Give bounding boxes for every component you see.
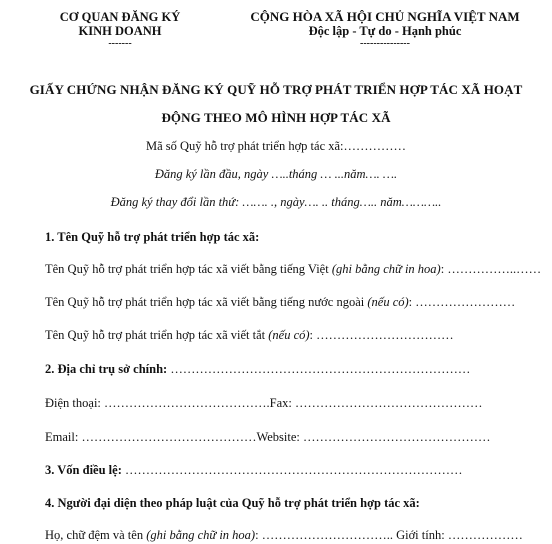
nation-title: CỘNG HÒA XÃ HỘI CHỦ NGHĨA VIỆT NAM bbox=[250, 9, 520, 24]
first-registration-line: Đăng ký lần đầu, ngày …..tháng … ...năm…. …. bbox=[154, 167, 398, 181]
representative-name-label: Họ, chữ đệm và tên bbox=[45, 528, 147, 542]
agency-name-line2: KINH DOANH bbox=[78, 24, 162, 38]
short-name-label: Tên Quỹ hỗ trợ phát triển hợp tác xã viết tắt bbox=[45, 328, 269, 342]
section3-dots: ……………………………………………………………………… bbox=[121, 463, 463, 477]
short-name-line bbox=[45, 328, 454, 343]
change-registration-line: Đăng ký thay đổi lần thứ: ……. ., ngày…. .. tháng….. năm……….. bbox=[110, 195, 442, 209]
vietnamese-name-dots: : ……………..…… bbox=[440, 262, 542, 276]
vietnamese-name-note: (ghi bằng chữ in hoa) bbox=[331, 262, 441, 276]
foreign-name-line bbox=[45, 295, 515, 310]
section4-heading: 4. Người đại diện theo pháp luật của Quỹ hỗ trợ phát triển hợp tác xã: bbox=[45, 496, 420, 510]
foreign-name-label: Tên Quỹ hỗ trợ phát triển hợp tác xã viết bằng tiếng nước ngoài bbox=[45, 295, 368, 309]
short-name-note: (nếu có) bbox=[268, 328, 310, 342]
representative-name-note: (ghi bằng chữ in hoa) bbox=[146, 528, 256, 542]
phone-fax-line: Điện thoại: ………………………………….Fax: ……………………………………… bbox=[45, 396, 483, 410]
representative-name-line bbox=[45, 528, 523, 543]
fund-code-line: Mã số Quỹ hỗ trợ phát triển hợp tác xã:…………… bbox=[145, 139, 407, 153]
email-website-line: Email: ……………………………………Website: ……………………………………… bbox=[45, 430, 491, 444]
representative-name-dots: : ………………………….. Giới tính: ……………… bbox=[255, 528, 523, 542]
section2-dots: ……………………………………………………………… bbox=[167, 362, 471, 376]
section3-line bbox=[45, 463, 463, 478]
vietnamese-name-label: Tên Quỹ hỗ trợ phát triển hợp tác xã viết bằng tiếng Việt bbox=[45, 262, 332, 276]
short-name-dots: : …………………………… bbox=[309, 328, 454, 342]
foreign-name-note: (nếu có) bbox=[367, 295, 409, 309]
certificate-title-line2: ĐỘNG THEO MÔ HÌNH HỢP TÁC XÃ bbox=[161, 110, 391, 125]
agency-name-line1: CƠ QUAN ĐĂNG KÝ bbox=[59, 10, 181, 24]
section2-heading: 2. Địa chỉ trụ sở chính: bbox=[45, 362, 168, 376]
vietnamese-name-line bbox=[45, 262, 541, 277]
foreign-name-dots: : …………………… bbox=[408, 295, 516, 309]
section2-line bbox=[45, 362, 470, 377]
certificate-title-line1: GIẤY CHỨNG NHẬN ĐĂNG KÝ QUỸ HỖ TRỢ PHÁT TRIỂN HỢP TÁC XÃ HOẠT bbox=[29, 82, 523, 97]
motto-underline: --------------- bbox=[360, 38, 410, 49]
agency-underline: ------- bbox=[108, 38, 132, 49]
national-motto: Độc lập - Tự do - Hạnh phúc bbox=[308, 24, 462, 38]
section3-heading: 3. Vốn điều lệ: bbox=[45, 463, 122, 477]
section1-heading: 1. Tên Quỹ hỗ trợ phát triển hợp tác xã: bbox=[45, 230, 260, 244]
